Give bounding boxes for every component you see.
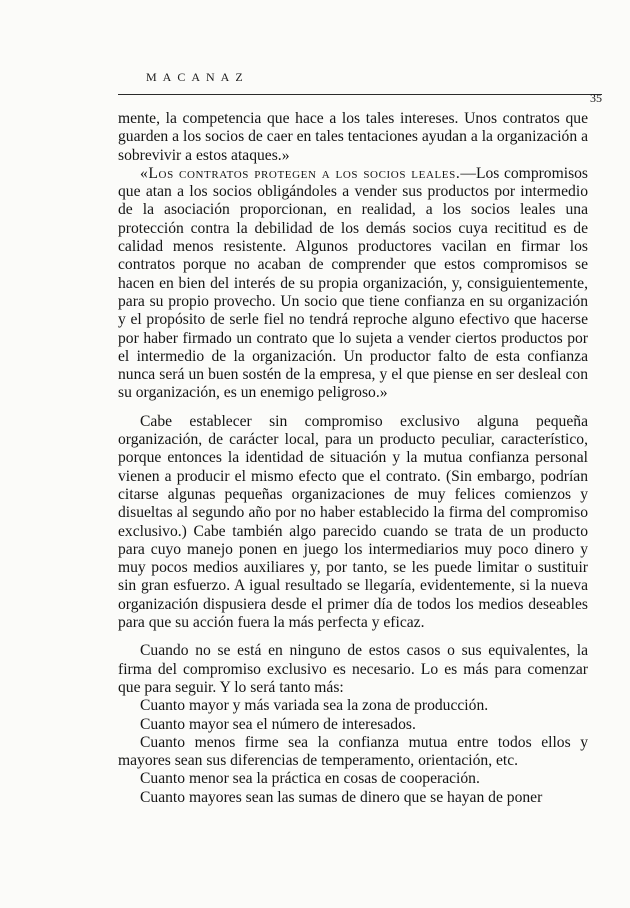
paragraph-continuation [118, 110, 588, 165]
list-item: Cuanto mayor sea el número de interesados. [140, 715, 416, 733]
paragraph-exclusive [118, 413, 588, 633]
paragraph-contracts [118, 165, 588, 403]
conditions-list [118, 697, 588, 807]
paragraph-text: Cabe establecer sin compromiso exclusivo alguna pequeña organización, de carácter local, para un producto peculiar, característico, porque entonces la identidad de situación y la mutua confianza personal vienen a producir el mismo efecto que el contrato. (Sin embargo, podrían citarse algunas pequeñas organizaciones de muy felices comienzos y disueltas al segundo año por no haber establecido la firma del compromiso exclusivo.) Cabe también algo parecido cuando se trata de un producto para cuyo manejo ponen en juego los intermediarios muy poco dinero y muy pocos medios auxiliares y, por tanto, se les puede limitar o sustituir sin gran esfuerzo. A igual resultado se llegaría, evidentemente, si la nueva organización dispusiera desde el primer día de todos los medios deseables para que su acción fuera la más perfecta y eficaz. [118, 412, 588, 632]
list-item: Cuanto menor sea la práctica en cosas de cooperación. [140, 770, 480, 788]
paragraph-cases [118, 642, 588, 697]
section-heading: «Los contratos protegen a los socios leales. [140, 164, 461, 182]
paragraph-text: mente, la competencia que hace a los tales intereses. Unos contratos que guarden a los socios de caer en tales tentaciones ayudan a la organización a sobrevivir a estos ataques.» [118, 110, 588, 164]
header-rule [118, 94, 602, 95]
paragraph-text: —Los compromisos que atan a los socios obligándoles a vender sus productos por intermedio de la asociación proporcionan, en realidad, a los socios leales una protección contra la debilidad de los demás socios cuya recititud es de calidad menos resistente. Algunos productores vacilan en firmar los contratos porque no acaban de comprender que estos compromisos se hacen en bien del interés de su propia organización, y, consiguientemente, para su propio provecho. Un socio que tiene confianza en su organización y el propósito de serle fiel no tendrá reproche alguno efectivo que hacerse por haber firmado un contrato que lo sujeta a vender ciertos productos por el intermedio de la organización. Un productor falto de esta confianza nunca será un buen sostén de la empresa, y el que piense en ser desleal con su organización, es un enemigo peligroso.» [118, 164, 588, 402]
list-item: Cuanto menos firme sea la confianza mutua entre todos ellos y mayores sean sus diferencias de temperamento, orientación, etc. [118, 733, 588, 770]
page-number: 35 [590, 91, 602, 105]
list-item: Cuanto mayores sean las sumas de dinero que se hayan de poner [140, 788, 543, 806]
running-head: MACANAZ [146, 70, 249, 84]
page-header [118, 70, 602, 105]
paragraph-text: Cuando no se está en ninguno de estos casos o sus equivalentes, la firma del compromiso exclusivo es necesario. Lo es más para comenzar que para seguir. Y lo será tanto más: [118, 642, 588, 696]
body-text [118, 110, 588, 807]
list-item: Cuanto mayor y más variada sea la zona de producción. [140, 697, 489, 715]
